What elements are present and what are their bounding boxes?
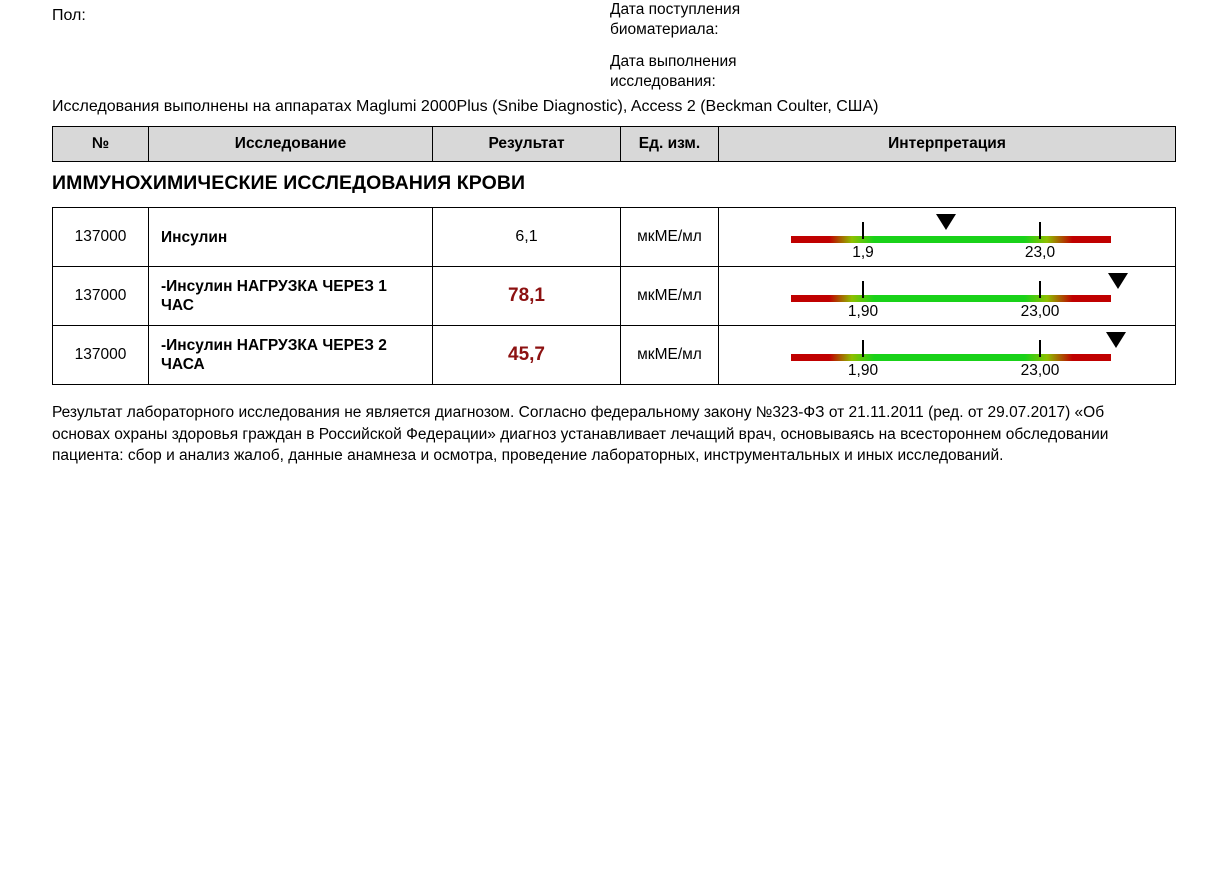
scale-label-low: 1,90 [847, 303, 879, 320]
row-unit: мкМЕ/мл [621, 267, 719, 326]
scale-gradient-bar [791, 236, 1111, 243]
scale-tick-high [1039, 281, 1041, 298]
table-row [53, 326, 1176, 385]
receipt-date-label-line2: биоматериала: [610, 21, 719, 38]
row-interpretation [719, 208, 1176, 267]
row-number: 137000 [53, 326, 149, 385]
column-header-interpretation: Интерпретация [719, 127, 1176, 162]
reference-scale [719, 268, 1175, 324]
table-row [53, 208, 1176, 267]
scale-label-high: 23,0 [1024, 244, 1056, 261]
scale-marker-triangle-icon [1106, 332, 1126, 348]
row-number: 137000 [53, 267, 149, 326]
row-unit: мкМЕ/мл [621, 208, 719, 267]
scale-label-high: 23,00 [1020, 362, 1060, 379]
report-header [0, 0, 1227, 92]
row-result-value: 6,1 [433, 208, 621, 267]
column-header-result: Результат [433, 127, 621, 162]
perform-date-field [610, 52, 740, 92]
sex-field [52, 6, 86, 26]
scale-tick-low [862, 281, 864, 298]
sex-label: Пол: [52, 7, 86, 24]
column-header-number: № [53, 127, 149, 162]
scale-label-high: 23,00 [1020, 303, 1060, 320]
row-study-name: -Инсулин НАГРУЗКА ЧЕРЕЗ 2 ЧАСА [149, 326, 433, 385]
table-header-row [53, 127, 1176, 162]
column-header-study: Исследование [149, 127, 433, 162]
row-number: 137000 [53, 208, 149, 267]
row-interpretation [719, 326, 1176, 385]
perform-date-label-line1: Дата выполнения [610, 53, 737, 70]
receipt-date-field [610, 0, 740, 40]
scale-marker-triangle-icon [936, 214, 956, 230]
row-study-name: -Инсулин НАГРУЗКА ЧЕРЕЗ 1 ЧАС [149, 267, 433, 326]
row-interpretation [719, 267, 1176, 326]
disclaimer-note: Результат лабораторного исследования не является диагнозом. Согласно федеральному закону №323-ФЗ от 21.11.2011 (ред. от 29.07.2017) «Об основах охраны здоровья граждан в Российской Федерации» диагноз устанавливает лечащий врач, основываясь на всестороннем обследовании пациента: сбор и анализ жалоб, данные анамнеза и осмотра, проведение лабораторных, инструментальных и иных исследований. [52, 404, 1109, 464]
perform-date-label-line2: исследования: [610, 73, 716, 90]
scale-tick-low [862, 340, 864, 357]
scale-gradient-bar [791, 295, 1111, 302]
row-study-name: Инсулин [149, 208, 433, 267]
section-title: ИММУНОХИМИЧЕСКИЕ ИССЛЕДОВАНИЯ КРОВИ [52, 172, 526, 194]
reference-scale [719, 327, 1175, 383]
row-result-value: 78,1 [433, 267, 621, 326]
scale-tick-low [862, 222, 864, 239]
row-unit: мкМЕ/мл [621, 326, 719, 385]
row-result-value: 45,7 [433, 326, 621, 385]
scale-marker-triangle-icon [1108, 273, 1128, 289]
results-table-body [52, 207, 1176, 385]
scale-label-low: 1,9 [852, 244, 874, 261]
table-row [53, 267, 1176, 326]
scale-tick-high [1039, 340, 1041, 357]
column-header-unit: Ед. изм. [621, 127, 719, 162]
scale-label-low: 1,90 [847, 362, 879, 379]
reference-scale [719, 209, 1175, 265]
scale-gradient-bar [791, 354, 1111, 361]
scale-tick-high [1039, 222, 1041, 239]
receipt-date-label-line1: Дата поступления [610, 1, 741, 18]
devices-line: Исследования выполнены на аппаратах Maglumi 2000Plus (Snibe Diagnostic), Access 2 (Beckman Coulter, США) [52, 98, 879, 115]
dates-block [610, 0, 740, 104]
results-table-header [52, 126, 1176, 162]
